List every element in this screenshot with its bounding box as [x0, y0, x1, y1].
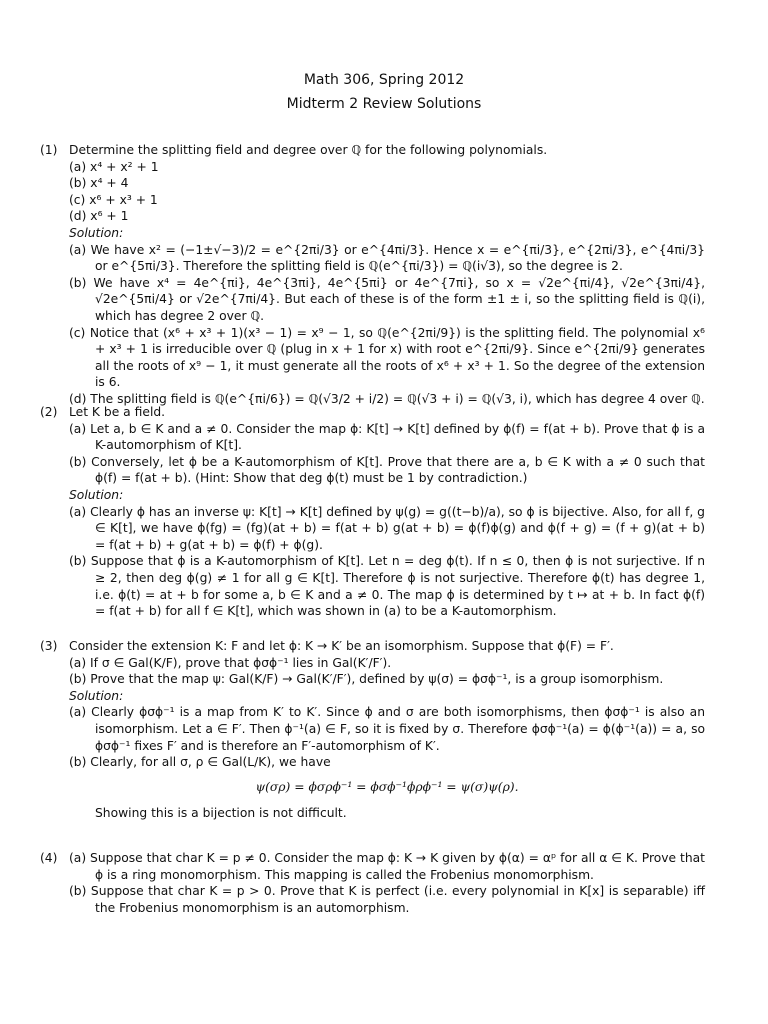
display-equation: ψ(σρ) = ϕσρϕ⁻¹ = ϕσϕ⁻¹ϕρϕ⁻¹ = ψ(σ)ψ(ρ). — [255, 779, 519, 794]
problem-number: (2) — [40, 405, 58, 419]
part-a: (a) x⁴ + x² + 1 — [69, 159, 159, 174]
problem-statement: Determine the splitting field and degree over ℚ for the following polynomials. — [69, 143, 548, 157]
solution-d: (d) The splitting field is ℚ(e^{πi/6}) = ℚ(√3/2 + i/2) = ℚ(√3 + i) = ℚ(√3, i), which has degree 4 over ℚ. — [69, 391, 705, 406]
problem-statement: Consider the extension K: F and let ϕ: K → K′ be an isomorphism. Suppose that ϕ(F) = F′. — [69, 639, 614, 653]
solution-b: (b) Clearly, for all σ, ρ ∈ Gal(L/K), we have — [69, 755, 331, 770]
solution-c: (c) Notice that (x⁶ + x³ + 1)(x³ − 1) = x⁹ − 1, so ℚ(e^{2πi/9}) is the splitting field. The polynomial x⁶ + x³ + 1 is irreducible over ℚ (plug in x + 1 for x) with root e^{2πi/9}. Since e^{2πi/9} generates all the roots of x⁹ − 1, it must generate all the roots of x⁶ + x³ + 1. So the degree of the extension is 6. — [69, 325, 705, 390]
solution-a: (a) Clearly ϕ has an inverse ψ: K[t] → K[t] defined by ψ(g) = g((t−b)/a), so ϕ is bijective. Also, for all f, g ∈ K[t], we have ϕ(fg) = (fg)(at + b) = f(at + b) g(at + b) = ϕ(f)ϕ(g) and ϕ(f + g) = (f + g)(at + b) = f(at + b) + g(at + b) = ϕ(f) + ϕ(g). — [69, 504, 705, 552]
solution-label: Solution: — [69, 688, 124, 703]
solution-a: (a) We have x² = (−1±√−3)/2 = e^{2πi/3} or e^{4πi/3}. Hence x = e^{πi/3}, e^{2πi/3}, e^{4πi/3} or e^{5πi/3}. Therefore the splitting field is ℚ(e^{πi/3}) = ℚ(i√3), so the degree is 2. — [69, 242, 705, 274]
part-b: (b) Conversely, let ϕ be a K-automorphism of K[t]. Prove that there are a, b ∈ K with a ≠ 0 such that ϕ(f) = f(at + b). (Hint: Show that deg ϕ(t) must be 1 by contradiction.) — [69, 454, 705, 486]
problem-2 — [40, 404, 705, 620]
solution-b: (b) We have x⁴ = 4e^{πi}, 4e^{3πi}, 4e^{5πi} or 4e^{7πi}, so x = √2e^{πi/4}, √2e^{3πi/4}, √2e^{5πi/4} or √2e^{7πi/4}. But each of these is of the form ±1 ± i, so the splitting field is ℚ(i), which has degree 2 over ℚ. — [69, 275, 705, 323]
problem-number: (4) — [40, 851, 58, 865]
closing-remark: Showing this is a bijection is not difficult. — [95, 806, 347, 821]
course-title: Math 306, Spring 2012 — [303, 72, 465, 88]
problem-3 — [40, 638, 705, 822]
problem-number: (3) — [40, 639, 58, 653]
solution-a: (a) Clearly ϕσϕ⁻¹ is a map from K′ to K′. Since ϕ and σ are both isomorphisms, then ϕσϕ⁻¹ is also an isomorphism. Let a ∈ F′. Then ϕ⁻¹(a) ∈ F, so it is fixed by σ. Therefore ϕσϕ⁻¹(a) = ϕ(ϕ⁻¹(a)) = a, so ϕσϕ⁻¹ fixes F′ and is therefore an F′-automorphism of K′. — [69, 705, 705, 753]
part-c: (c) x⁶ + x³ + 1 — [69, 192, 158, 207]
part-b: (b) Prove that the map ψ: Gal(K/F) → Gal(K′/F′), defined by ψ(σ) = ϕσϕ⁻¹, is a group isomorphism. — [69, 672, 664, 687]
problem-1 — [40, 142, 705, 408]
problem-4 — [40, 850, 705, 916]
part-a: (a) Suppose that char K = p ≠ 0. Consider the map ϕ: K → K given by ϕ(α) = αᵖ for all α ∈ K. Prove that ϕ is a ring monomorphism. This mapping is called the Frobenius monomorphism. — [69, 851, 705, 882]
solution-label: Solution: — [69, 487, 124, 502]
part-a: (a) Let a, b ∈ K and a ≠ 0. Consider the map ϕ: K[t] → K[t] defined by ϕ(f) = f(at + b). Prove that ϕ is a K-automorphism of K[t]. — [69, 421, 705, 453]
solution-label: Solution: — [69, 225, 124, 240]
problem-number: (1) — [40, 143, 58, 157]
problem-statement: Let K be a field. — [69, 405, 166, 419]
solution-b: (b) Suppose that ϕ is a K-automorphism of K[t]. Let n = deg ϕ(t). If n ≤ 0, then ϕ is not surjective. If n ≥ 2, then deg ϕ(g) ≠ 1 for all g ∈ K[t]. Therefore ϕ is not surjective. Therefore ϕ(t) has degree 1, i.e. ϕ(t) = at + b for some a, b ∈ K and a ≠ 0. The map ϕ is determined by t ↦ at + b. In fact ϕ(f) = f(at + b) for all f ∈ K[t], which was shown in (a) to be a K-automorphism. — [69, 554, 705, 619]
part-a: (a) If σ ∈ Gal(K/F), prove that ϕσϕ⁻¹ lies in Gal(K′/F′). — [69, 655, 392, 670]
document-title: Midterm 2 Review Solutions — [286, 96, 482, 112]
part-b: (b) Suppose that char K = p > 0. Prove that K is perfect (i.e. every polynomial in K[x] is separable) iff the Frobenius monomorphism is an automorphism. — [69, 884, 705, 915]
part-d: (d) x⁶ + 1 — [69, 209, 129, 224]
part-b: (b) x⁴ + 4 — [69, 176, 129, 191]
